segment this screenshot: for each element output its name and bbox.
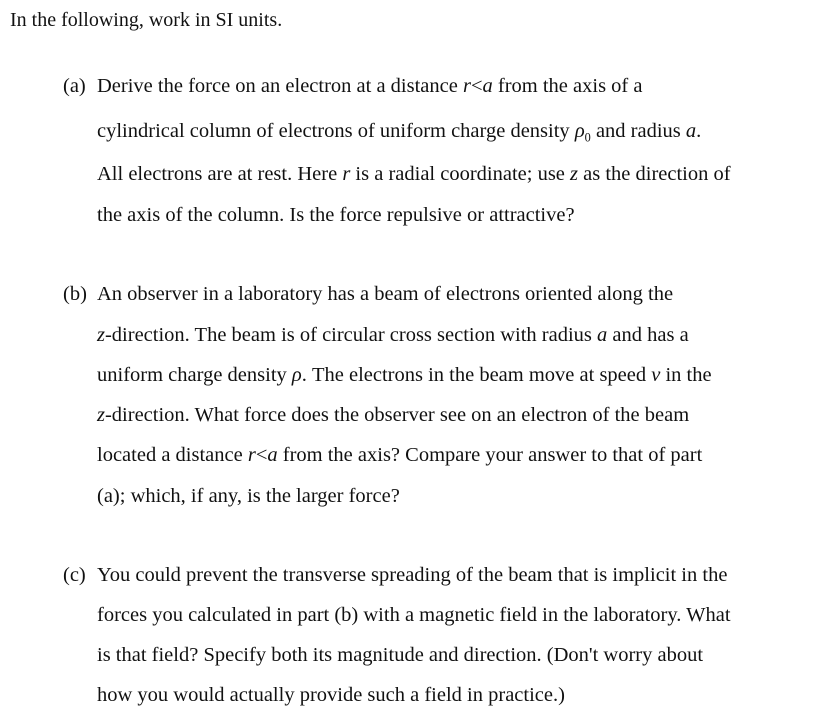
text: uniform charge density [97, 364, 292, 386]
text: . [696, 120, 702, 142]
part-c-label: (c) [63, 564, 86, 586]
text: from the axis? Compare your answer to that of part [277, 444, 703, 466]
var-z: z [97, 324, 105, 346]
text: from the axis of a [492, 75, 643, 97]
part-b-line-4 [97, 401, 689, 429]
part-c-line-2: forces you calculated in part (b) with a magnetic field in the laboratory. What [97, 604, 731, 626]
var-rho: ρ [291, 364, 302, 386]
lt-sign: < [470, 75, 483, 97]
part-c-line-1: You could prevent the transverse spreading of the beam that is implicit in the [97, 564, 728, 586]
part-a-line-3 [97, 160, 731, 188]
part-a-line-2 [97, 117, 701, 145]
part-b-line-6: (a); which, if any, is the larger force? [97, 485, 400, 507]
part-a-line-1 [97, 72, 642, 100]
part-b-line-5 [97, 441, 702, 469]
text: as the direction of [578, 163, 731, 185]
var-a: a [267, 444, 278, 466]
var-v: v [651, 364, 661, 386]
text: is a radial coordinate; use [350, 163, 571, 185]
text: cylindrical column of electrons of uniform charge density [97, 120, 575, 142]
var-rho: ρ [574, 120, 585, 142]
text: located a distance [97, 444, 248, 466]
part-b-line-2 [97, 321, 689, 349]
var-a: a [685, 120, 697, 142]
lt-sign: < [255, 444, 268, 466]
text: -direction. What force does the observer see on an electron of the beam [104, 404, 690, 426]
var-z: z [97, 404, 105, 426]
text: . The electrons in the beam move at speed [301, 364, 652, 386]
var-r: r [247, 444, 256, 466]
part-a-line-4: the axis of the column. Is the force repulsive or attractive? [97, 204, 575, 226]
var-a: a [482, 75, 493, 97]
text: in the [660, 364, 712, 386]
var-r: r [462, 75, 471, 97]
var-z: z [570, 163, 579, 185]
text: -direction. The beam is of circular cross section with radius [104, 324, 598, 346]
var-a: a [597, 324, 608, 346]
part-c-line-4: how you would actually provide such a field in practice.) [97, 684, 565, 706]
var-r: r [342, 163, 351, 185]
part-b-line-1: An observer in a laboratory has a beam of electrons oriented along the [97, 283, 674, 305]
subscript-zero: 0 [584, 130, 591, 145]
part-b-line-3 [97, 361, 712, 389]
text: All electrons are at rest. Here [97, 163, 343, 185]
part-c-line-3: is that field? Specify both its magnitude and direction. (Don't worry about [97, 644, 704, 666]
part-b-label: (b) [63, 283, 87, 305]
part-a-label: (a) [63, 75, 86, 97]
text: Derive the force on an electron at a distance [97, 75, 463, 97]
intro-text: In the following, work in SI units. [10, 9, 283, 31]
text: and radius [590, 120, 686, 142]
text: and has a [607, 324, 689, 346]
